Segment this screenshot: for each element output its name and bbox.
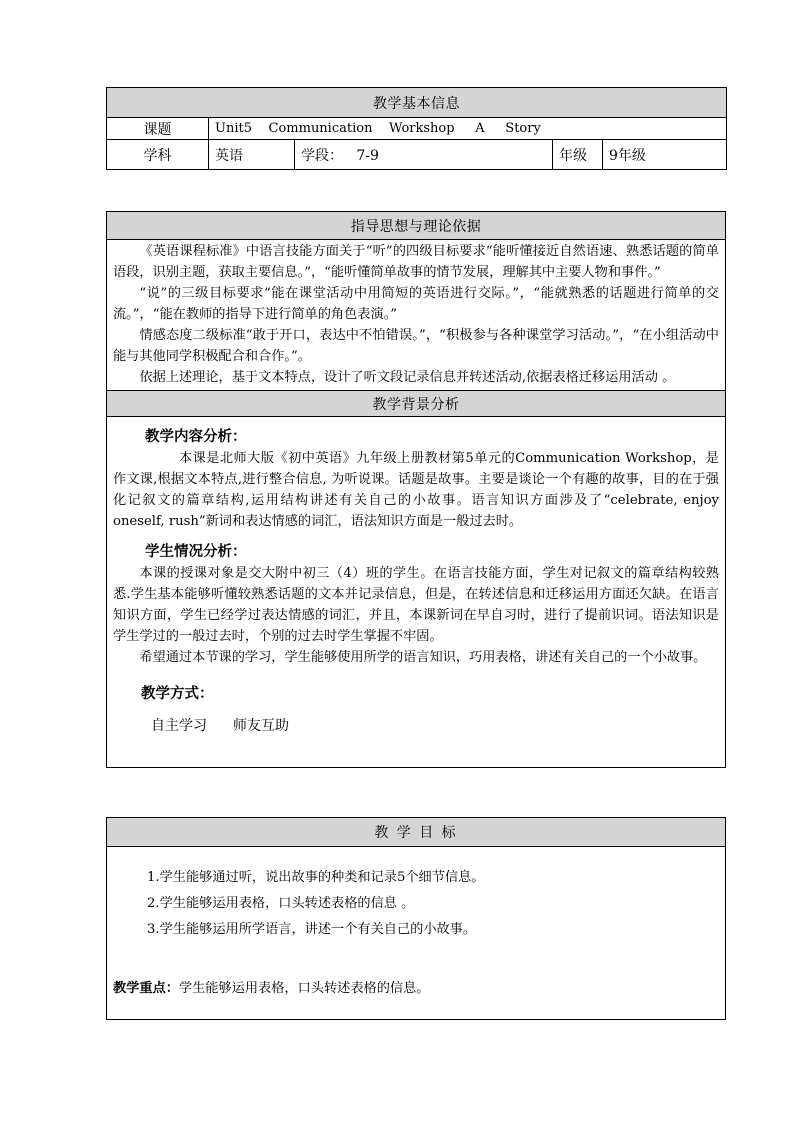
student-analysis-title: 学生情况分析： xyxy=(145,543,247,560)
subject-label: 学科 xyxy=(107,140,209,170)
teaching-method-title: 教学方式： xyxy=(141,685,214,702)
theory-paragraph: 情感态度二级标准“敢于开口，表达中不怕错误。”，“积极参与各种课堂学习活动。”，“在小组活动中能与其他同学积极配合和合作。”。 xyxy=(113,328,719,364)
basic-info-header: 教学基本信息 xyxy=(107,88,727,118)
content-analysis-text: 本课是北师大版《初中英语》九年级上册教材第5单元的Communication Workshop，是作文课,根据文本特点,进行整合信息, 为听说课。话题是故事。主要是谈论一个有趣的故事，目的在于强化记叙文的篇章结构,运用结构讲述有关自己的小故事。语言知识方面涉及了“celebrate, enjoy oneself, rush”新词和表达情感的词汇，语法知识方面是一般过去时。 xyxy=(113,451,719,529)
objectives-table xyxy=(106,817,726,1020)
objectives-header: 教 学 目 标 xyxy=(107,818,726,847)
theory-content xyxy=(107,240,726,391)
theory-header: 指导思想与理论依据 xyxy=(107,212,726,240)
theory-paragraph: “说”的三级目标要求“能在课堂活动中用简短的英语进行交际。”，“能就熟悉的话题进行简单的交流。”，“能在教师的指导下进行简单的角色表演。” xyxy=(113,286,719,322)
topic-label: 课题 xyxy=(107,118,209,140)
student-analysis-text: 本课的授课对象是交大附中初三（4）班的学生。在语言技能方面，学生对记叙文的篇章结构较熟悉.学生基本能够听懂较熟悉话题的文本并记录信息，但是，在转述信息和迁移运用方面还欠缺。在语言知识方面，学生已经学过表达情感的词汇，并且，本课新词在早自习时，进行了提前识词。语法知识是学生学过的一般过去时，个别的过去时学生掌握不牢固。 xyxy=(113,566,719,644)
background-header: 教学背景分析 xyxy=(107,391,726,417)
objectives-content xyxy=(107,847,726,1020)
key-point-text: 学生能够运用表格，口头转述表格的信息。 xyxy=(178,981,430,996)
method-self-study: 自主学习 xyxy=(151,718,207,734)
objective-item: 2.学生能够运用表格，口头转述表格的信息 。 xyxy=(147,896,415,911)
content-analysis-title: 教学内容分析： xyxy=(145,428,247,445)
key-point-label: 教学重点： xyxy=(113,981,179,996)
teaching-methods xyxy=(151,715,719,735)
subject-value: 英语 xyxy=(209,140,295,170)
grade-label: 年级 xyxy=(553,140,603,170)
objective-item: 3.学生能够运用所学语言，讲述一个有关自己的小故事。 xyxy=(147,922,477,937)
key-point xyxy=(113,977,719,996)
background-content xyxy=(107,417,726,768)
theory-paragraph: 依据上述理论，基于文本特点，设计了听文段记录信息并转述活动,依据表格迁移运用活动 。 xyxy=(139,370,676,385)
objective-item: 1.学生能够通过听，说出故事的种类和记录5个细节信息。 xyxy=(147,870,485,885)
theory-background-table xyxy=(106,211,726,768)
grade-value: 9年级 xyxy=(603,140,727,170)
stage-label: 学段： 7-9 xyxy=(295,140,553,170)
student-analysis-text: 希望通过本节课的学习，学生能够使用所学的语言知识，巧用表格，讲述有关自己的一个小故事。 xyxy=(139,650,707,665)
theory-paragraph: 《英语课程标准》中语言技能方面关于“听”的四级目标要求“能听懂接近自然语速、熟悉话题的简单语段，识别主题，获取主要信息。”，“能听懂简单故事的情节发展，理解其中主要人物和事件。” xyxy=(113,244,719,280)
method-peer-help: 师友互助 xyxy=(233,718,289,734)
topic-value: Unit5 Communication Workshop A Story xyxy=(209,118,727,140)
basic-info-table xyxy=(106,87,727,170)
